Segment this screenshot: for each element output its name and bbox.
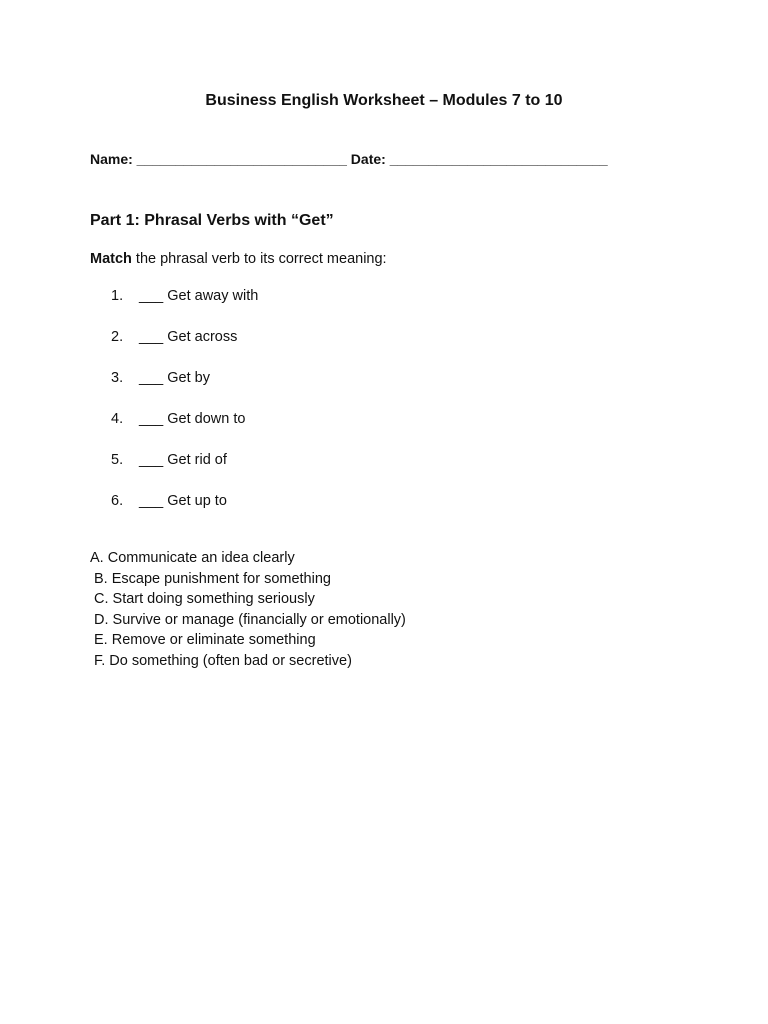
item-text: ___ Get rid of	[135, 452, 227, 468]
phrasal-verb-item	[111, 327, 258, 368]
phrasal-verb-item	[111, 409, 258, 450]
part1-instruction	[90, 251, 387, 267]
item-text: ___ Get by	[135, 370, 210, 386]
meaning-item: F. Do something (often bad or secretive)	[94, 652, 352, 669]
item-text: ___ Get across	[135, 329, 238, 345]
item-text: ___ Get up to	[135, 493, 227, 509]
meaning-item: E. Remove or eliminate something	[94, 632, 316, 649]
item-number: 3.	[111, 370, 124, 386]
phrasal-verb-list	[111, 286, 258, 532]
item-text: ___ Get away with	[135, 288, 259, 304]
meaning-item: B. Escape punishment for something	[94, 570, 331, 587]
item-text: ___ Get down to	[135, 411, 246, 427]
item-number: 1.	[111, 288, 124, 304]
instruction-text: the phrasal verb to its correct meaning:	[131, 251, 387, 267]
part1-heading: Part 1: Phrasal Verbs with “Get”	[90, 212, 334, 229]
name-date-line: Name: ___________________________ Date: ____________________________	[90, 151, 608, 167]
worksheet-title: Business English Worksheet – Modules 7 to 10	[205, 92, 563, 109]
meaning-item: A. Communicate an idea clearly	[90, 550, 295, 566]
phrasal-verb-item	[111, 491, 258, 532]
instruction-keyword: Match	[90, 251, 132, 267]
phrasal-verb-item	[111, 368, 258, 409]
item-number: 5.	[111, 452, 124, 468]
phrasal-verb-item	[111, 286, 258, 327]
meaning-item: C. Start doing something seriously	[94, 591, 315, 608]
item-number: 6.	[111, 493, 124, 509]
phrasal-verb-item	[111, 450, 258, 491]
meaning-item: D. Survive or manage (financially or emotionally)	[94, 611, 406, 628]
item-number: 4.	[111, 411, 124, 427]
meanings-list	[90, 548, 406, 672]
item-number: 2.	[111, 329, 124, 345]
